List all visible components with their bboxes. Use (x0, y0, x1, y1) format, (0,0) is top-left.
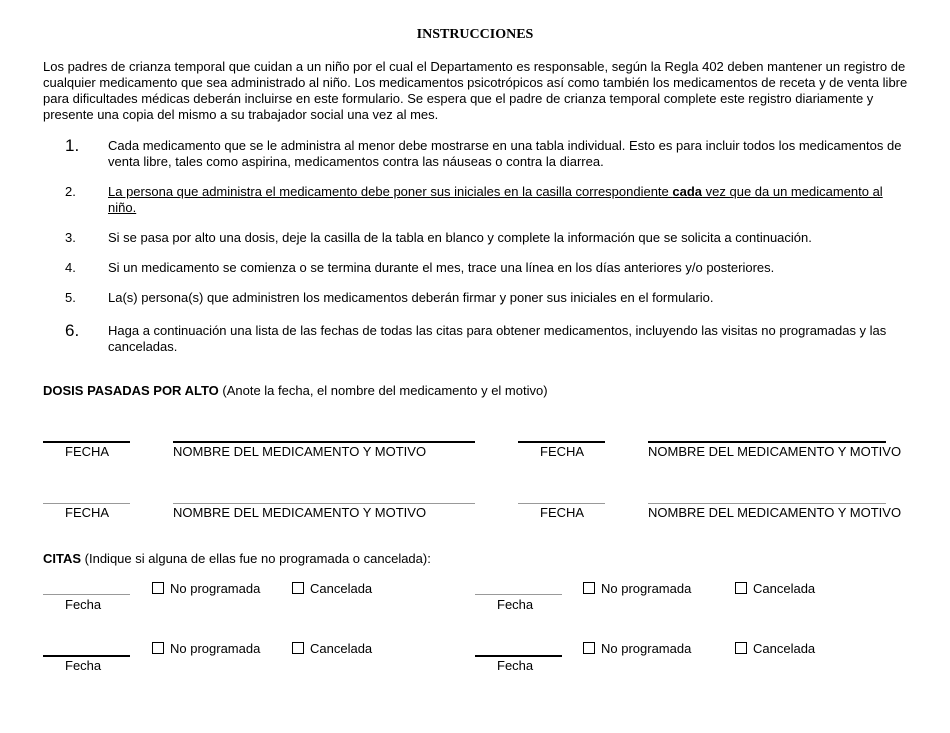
medication-name-label: NOMBRE DEL MEDICAMENTO Y MOTIVO (173, 444, 427, 459)
no-programada-label: No programada (170, 581, 261, 596)
fecha-line[interactable] (43, 441, 130, 443)
item-number: 3. (65, 230, 76, 245)
no-programada-checkbox[interactable] (152, 642, 164, 654)
item-number: 6. (65, 321, 80, 340)
item-text: Si se pasa por alto una dosis, deje la casilla de la tabla en blanco y complete la información que se solicita a continuación. (108, 230, 812, 245)
cita-fecha-label: Fecha (65, 658, 102, 673)
cancelada-label: Cancelada (753, 581, 816, 596)
no-programada-checkbox[interactable] (152, 582, 164, 594)
cancelada-checkbox[interactable] (292, 642, 304, 654)
fecha-label: FECHA (540, 444, 585, 459)
item-text: Si un medicamento se comienza o se termina durante el mes, trace una línea en los días anteriores y/o posteriores. (108, 260, 775, 275)
item-text: La persona que administra el medicamento debe poner sus iniciales en la casilla correspondiente cada vez que da un medicamento al niño. (108, 184, 883, 215)
fecha-label: FECHA (65, 444, 110, 459)
fecha-label: FECHA (65, 505, 110, 520)
page-title: INSTRUCCIONES (416, 27, 534, 42)
cita-fecha-line[interactable] (43, 655, 130, 657)
medication-name-line[interactable] (173, 503, 475, 504)
cita-fecha-line[interactable] (43, 594, 130, 595)
item-text: La(s) persona(s) que administren los medicamentos deberán firmar y poner sus iniciales en el formulario. (108, 290, 714, 305)
cancelada-checkbox[interactable] (735, 582, 747, 594)
medication-name-label: NOMBRE DEL MEDICAMENTO Y MOTIVO (648, 505, 902, 520)
medication-name-line[interactable] (173, 441, 475, 443)
item-number: 5. (65, 290, 76, 305)
missed-doses-heading: DOSIS PASADAS POR ALTO (Anote la fecha, el nombre del medicamento y el motivo) (43, 383, 548, 398)
no-programada-label: No programada (601, 581, 692, 596)
no-programada-checkbox[interactable] (583, 642, 595, 654)
fecha-label: FECHA (540, 505, 585, 520)
no-programada-label: No programada (601, 641, 692, 656)
fecha-line[interactable] (518, 503, 605, 504)
cita-fecha-line[interactable] (475, 594, 562, 595)
item-number: 2. (65, 184, 76, 199)
medication-name-label: NOMBRE DEL MEDICAMENTO Y MOTIVO (173, 505, 427, 520)
no-programada-label: No programada (170, 641, 261, 656)
cita-fecha-label: Fecha (497, 597, 534, 612)
citas-heading: CITAS (Indique si alguna de ellas fue no programada o cancelada): (43, 551, 431, 566)
cancelada-label: Cancelada (753, 641, 816, 656)
fecha-line[interactable] (518, 441, 605, 443)
cancelada-label: Cancelada (310, 641, 373, 656)
cancelada-checkbox[interactable] (735, 642, 747, 654)
item-number: 1. (65, 136, 80, 155)
medication-name-line[interactable] (648, 441, 886, 443)
intro-paragraph: Los padres de crianza temporal que cuidan a un niño por el cual el Departamento es responsable, según la Regla 402 deben mantener un registro de cualquier medicamento que sea administrado al niño. Los medicamentos psicotrópicos así como también los medicamentos de receta y de venta libre para dificultades médicas deberán incluirse en este formulario. Se espera que el padre de crianza temporal complete este registro diariamente y presente una copia del mismo a su trabajador social una vez al mes. (43, 59, 908, 122)
cita-fecha-label: Fecha (497, 658, 534, 673)
fecha-line[interactable] (43, 503, 130, 504)
item-text: Cada medicamento que se le administra al menor debe mostrarse en una tabla individual. Esto es para incluir todos los medicamentos de venta libre, tales como aspirina, medicamentos contra las náuseas o contra la diarrea. (108, 138, 902, 169)
item-text: Haga a continuación una lista de las fechas de todas las citas para obtener medicamentos, incluyendo las visitas no programadas y las canceladas. (108, 323, 887, 354)
medication-name-line[interactable] (648, 503, 886, 504)
no-programada-checkbox[interactable] (583, 582, 595, 594)
item-number: 4. (65, 260, 76, 275)
cita-fecha-label: Fecha (65, 597, 102, 612)
cita-fecha-line[interactable] (475, 655, 562, 657)
cancelada-label: Cancelada (310, 581, 373, 596)
cancelada-checkbox[interactable] (292, 582, 304, 594)
medication-name-label: NOMBRE DEL MEDICAMENTO Y MOTIVO (648, 444, 902, 459)
